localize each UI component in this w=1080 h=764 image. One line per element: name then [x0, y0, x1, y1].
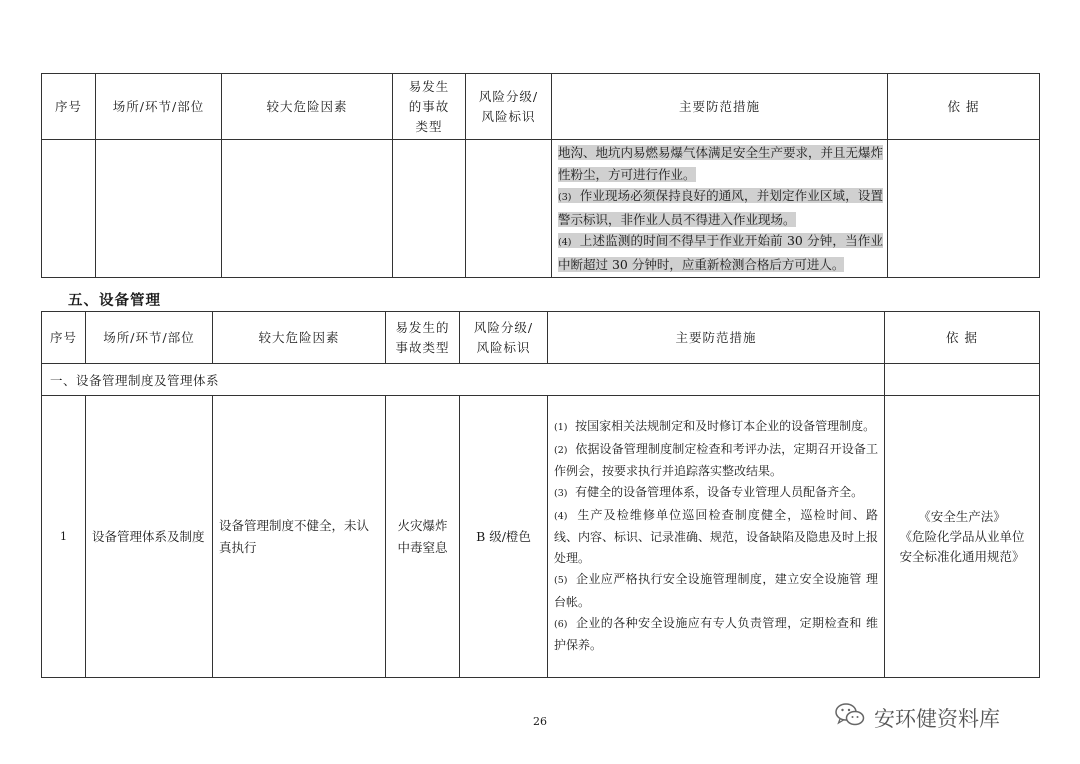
header-no: 序号 [42, 74, 96, 140]
header-risk-level: 风险分级/ 风险标识 [466, 74, 552, 140]
cell-accident-type: 火灾爆炸 中毒窒息 [386, 396, 460, 678]
header-measures: 主要防范措施 [548, 312, 885, 364]
cell-risk-level [466, 140, 552, 278]
measure-item: (1) 按国家相关法规制定和及时修订本企业的设备管理制度。 [554, 419, 876, 434]
cell-measures-continued [552, 140, 888, 278]
cell-location: 设备管理体系及制度 [86, 396, 213, 678]
header-no: 序号 [42, 312, 86, 364]
measure-continued-text: 地沟、地坑内易燃易爆气体满足安全生产要求，并且无爆炸性粉尘，方可进行作业。 [558, 145, 884, 182]
header-accident-type: 易发生 的事故 类型 [393, 74, 466, 140]
cell-basis [888, 140, 1040, 278]
measure-text: 上述监测的时间不得早于作业开始前 30 分钟，当作业中断超过 30 分钟时，应重新检测合格后方可进人。 [558, 233, 883, 272]
header-hazard: 较大危险因素 [222, 74, 393, 140]
header-accident-type: 易发生的 事故类型 [386, 312, 460, 364]
cell-basis: 《安全生产法》 《危险化学品从业单位 安全标准化通用规范》 [885, 396, 1040, 678]
header-location: 场所/环节/部位 [96, 74, 222, 140]
measure-item: (6) 企业的各种安全设施应有专人负责管理，定期检查和 维护保养。 [554, 616, 878, 653]
header-risk-level: 风险分级/ 风险标识 [460, 312, 548, 364]
header-location: 场所/环节/部位 [86, 312, 213, 364]
cell-no [42, 140, 96, 278]
table-row [42, 396, 1040, 678]
header-basis: 依 据 [885, 312, 1040, 364]
category-row [42, 364, 1040, 396]
header-basis: 依 据 [888, 74, 1040, 140]
cell-risk-level: B 级/橙色 [460, 396, 548, 678]
page-number: 26 [533, 715, 547, 728]
measure-item: (2) 依据设备管理制度制定检查和考评办法，定期召开设备工作例会，按要求执行并追踪落实整改结果。 [554, 441, 878, 478]
cell-accident-type [393, 140, 466, 278]
cell-no: 1 [42, 396, 86, 678]
equipment-management-table [41, 311, 1040, 678]
measure-number: (3) [558, 192, 572, 203]
measure-item: (4) 生产及检维修单位巡回检查制度健全，巡检时间、路 线、内容、标识、记录准确、规范，设备缺陷及隐患及时上报处理。 [554, 507, 879, 566]
table-header-row [42, 312, 1040, 364]
category-label: 一、设备管理制度及管理体系 [42, 364, 885, 396]
watermark-text: 安环健资料库 [874, 706, 1000, 731]
measure-item: (5) 企业应严格执行安全设施管理制度，建立安全设施管 理台帐。 [554, 572, 878, 609]
cell-hazard: 设备管理制度不健全，未认真执行 [213, 396, 386, 678]
table-header-row [42, 74, 1040, 140]
measure-item: (3) 有健全的设备管理体系，设备专业管理人员配备齐全。 [554, 485, 864, 500]
header-measures: 主要防范措施 [552, 74, 888, 140]
continued-table [41, 73, 1040, 278]
table-row [42, 140, 1040, 278]
watermark [834, 701, 1000, 734]
wechat-icon [834, 701, 866, 734]
header-hazard: 较大危险因素 [213, 312, 386, 364]
measure-number: (4) [558, 237, 572, 248]
cell-hazard [222, 140, 393, 278]
measure-text: 作业现场必须保持良好的通风，并划定作业区域，设置警示标识，非作业人员不得进入作业现场。 [558, 188, 883, 227]
cell-measures [548, 396, 885, 678]
cell-location [96, 140, 222, 278]
cell-basis-empty [885, 364, 1040, 396]
section-title: 五、设备管理 [68, 292, 161, 309]
